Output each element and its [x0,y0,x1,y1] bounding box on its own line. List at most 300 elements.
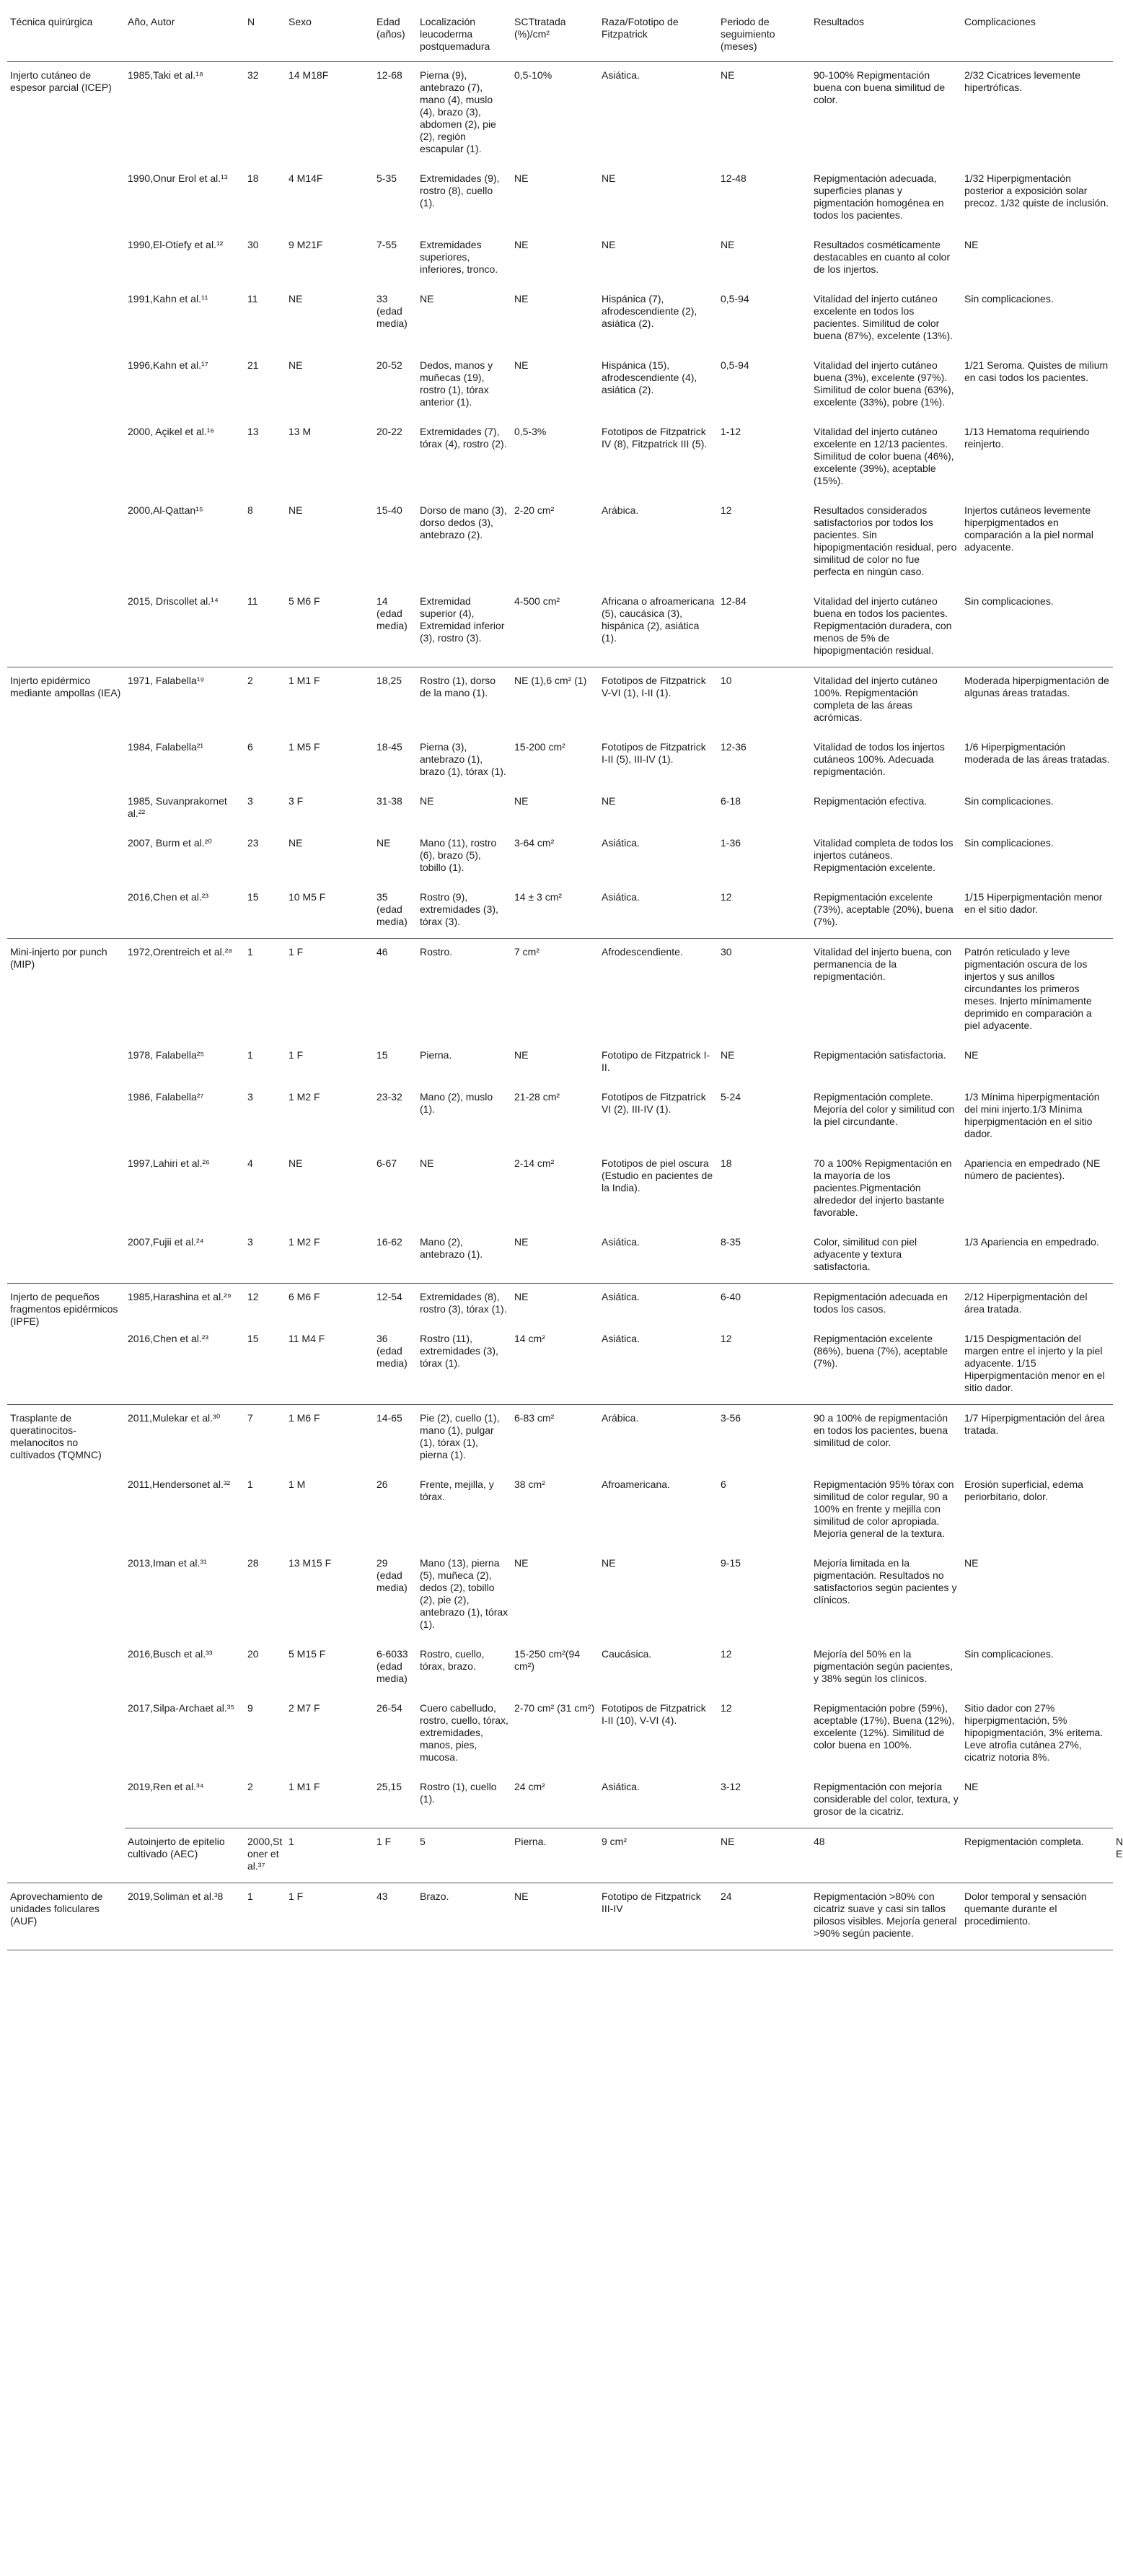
n-cell: 30 [247,239,259,250]
n-cell: 9 [247,1702,253,1714]
table-row [7,788,1113,830]
localizacion-cell: Pierna. [420,1049,452,1061]
sct-cell: 14 ± 3 cm² [514,891,563,903]
sexo-cell: 14 M18F [289,69,329,81]
n-cell: 13 [247,426,259,437]
table-row [7,1150,1113,1229]
n-cell: 1 [247,1049,253,1061]
resultados-cell: 90-100% Repigmentación buena con buena similitud de color. [814,69,946,105]
resultados-cell: Repigmentación efectiva. [814,795,928,807]
periodo-cell: NE [721,1049,735,1061]
sct-cell: 2-70 cm² (31 cm²) [514,1702,595,1714]
periodo-cell: NE [721,239,735,250]
complicaciones-cell: Injertos cutáneos levemente hiperpigmentados en comparación a la piel normal adyacente. [964,504,1093,553]
n-cell: 3 [247,795,253,807]
sct-cell: 9 cm² [599,1828,718,1883]
n-cell: 18 [247,172,259,184]
localizacion-cell: Cuero cabelludo, rostro, cuello, tórax, extremidades, manos, pies, mucosa. [420,1702,508,1763]
edad-cell: 43 [374,1883,417,1950]
header-tecnica: Técnica quirúrgica [7,6,125,62]
anio-autor-cell: 2007,Fujii et al.²⁴ [128,1236,204,1248]
anio-autor-cell: 1984, Falabella²¹ [128,741,204,753]
table-row [7,1883,1113,1950]
complicaciones-cell: 1/15 Hiperpigmentación menor en el sitio dador. [964,891,1103,915]
sexo-cell: 13 M [289,426,312,437]
periodo-cell: 12 [721,1702,732,1714]
localizacion-cell: Rostro (9), extremidades (3), tórax (3). [420,891,498,927]
raza-cell: Arábica. [602,504,639,516]
resultados-cell: Repigmentación complete. Mejoría del color y similitud con la piel circundante. [814,1091,955,1127]
sct-cell: NE [514,359,529,371]
table-row [7,939,1113,1043]
localizacion-cell: Mano (2), muslo (1). [420,1091,493,1115]
resultados-cell: Color, similitud con piel adyacente y textura satisfactoria. [814,1236,917,1272]
header-resultados: Resultados [811,6,961,62]
anio-autor-cell: 1991,Kahn et al.¹¹ [128,293,208,305]
n-cell: 7 [245,1405,286,1472]
complicaciones-cell: 2/32 Cicatrices levemente hipertróficas. [964,69,1081,93]
n-cell: 2 [247,1781,253,1792]
header-anio-autor: Año, Autor [125,6,245,62]
sct-cell: NE [514,795,529,807]
raza-cell: Asiática. [602,1333,640,1344]
n-cell: 4 [247,1157,253,1169]
table-row [7,1405,1113,1472]
anio-autor-cell: 1996,Kahn et al.¹⁷ [128,359,208,371]
n-cell: 3 [247,1236,253,1248]
sct-cell: NE [514,1049,529,1061]
n-cell: 23 [247,837,259,849]
periodo-cell: 12 [721,504,732,516]
resultados-cell: Vitalidad del injerto cutáneo excelente en todos los pacientes. Similitud de color buena (87%), excelente (13%). [814,293,953,341]
complicaciones-cell: 2/12 Hiperpigmentación del área tratada. [961,1284,1113,1326]
n-cell: 1 [245,1883,286,1950]
anio-autor-cell: 1986, Falabella²⁷ [128,1091,204,1103]
sct-cell: 15-200 cm² [514,741,565,753]
periodo-cell: 12-84 [721,595,747,607]
localizacion-cell: Extremidades superiores, inferiores, tronco. [420,239,498,275]
table-row [7,419,1113,497]
sexo-cell: 1 F [286,939,374,1043]
n-cell: 8 [247,504,253,516]
sct-cell: 4-500 cm² [514,595,560,607]
periodo-cell: 0,5-94 [721,359,749,371]
periodo-cell: 6 [721,1478,726,1490]
localizacion-cell: Pierna (9), antebrazo (7), mano (4), muslo (4), brazo (3), abdomen (2), pie (2), región escapular (1). [420,69,496,154]
anio-autor-cell: 2019,Ren et al.³⁴ [128,1781,204,1792]
sexo-cell: 4 M14F [289,172,323,184]
anio-autor-cell: 1985,Harashina et al.²⁹ [125,1284,245,1326]
table-row [7,1042,1113,1084]
outcomes-table [7,6,1123,1950]
tecnica-cell: Injerto de pequeños fragmentos epidérmicos (IPFE) [7,1284,125,1405]
localizacion-cell: Extremidades (9), rostro (8), cuello (1). [420,172,500,209]
sexo-cell: 1 M5 F [289,741,320,753]
sexo-cell: 5 M6 F [289,595,320,607]
n-cell: 2 [245,667,286,735]
raza-cell: Africana o afroamericana (5), caucásica (3), hispánica (2), asiática (1). [602,595,715,644]
anio-autor-cell: 1985,Taki et al.¹⁸ [128,69,203,81]
raza-cell: Fototipos de Fitzpatrick V-VI (1), I-II (1). [599,667,718,735]
n-cell: 6 [247,741,253,753]
sct-cell: 24 cm² [514,1781,545,1792]
raza-cell: NE [602,1557,616,1569]
table-row [7,1326,1113,1405]
sexo-cell: 10 M5 F [289,891,326,903]
table-row [7,497,1113,588]
sexo-cell: 2 M7 F [289,1702,320,1714]
table-row [7,1229,1113,1284]
sct-cell: 14 cm² [514,1333,545,1344]
sct-cell: NE [511,1284,599,1326]
localizacion-cell: Frente, mejilla, y tórax. [420,1478,494,1502]
n-cell: 32 [247,69,259,81]
edad-cell: 5-35 [376,172,397,184]
header-sexo: Sexo [286,6,374,62]
edad-cell: 26 [376,1478,388,1490]
complicaciones-cell: Dolor temporal y sensación quemante durante el procedimiento. [961,1883,1113,1950]
header-localizacion: Localización leucoderma postquemadura [417,6,511,62]
resultados-cell: Repigmentación adecuada en todos los casos. [811,1284,961,1326]
anio-autor-cell: 2013,Iman et al.³¹ [128,1557,207,1569]
raza-cell: NE [718,1828,811,1883]
table-header-row [7,6,1113,62]
edad-cell: 12-68 [376,69,402,81]
resultados-cell: Repigmentación completa. [961,1828,1113,1883]
sct-cell: NE [514,172,529,184]
complicaciones-cell: Moderada hiperpigmentación de algunas áreas tratadas. [961,667,1113,735]
n-cell: 3 [247,1091,253,1103]
resultados-cell: Vitalidad completa de todos los injertos cutáneos. Repigmentación excelente. [814,837,954,873]
sexo-cell: 1 F [374,1828,417,1883]
table-body [7,62,1123,1950]
edad-cell: 14-65 [374,1405,417,1472]
resultados-cell: Vitalidad del injerto cutáneo 100%. Repigmentación completa de las áreas acrómicas. [811,667,961,735]
edad-cell: 18-45 [376,741,402,753]
resultados-cell: Resultados cosméticamente destacables en cuanto al color de los injertos. [814,239,951,275]
raza-cell: Hispánica (15), afrodescendiente (4), asiática (2). [602,359,697,395]
sct-cell: 15-250 cm²(94 cm²) [514,1648,581,1672]
periodo-cell: 12-48 [721,172,747,184]
raza-cell: Asiática. [602,1236,640,1248]
resultados-cell: 90 a 100% de repigmentación en todos los pacientes, buena similitud de color. [811,1405,961,1472]
edad-cell: 35 (edad media) [376,891,408,927]
localizacion-cell: Extremidades (8), rostro (3), tórax (1). [417,1284,511,1326]
anio-autor-cell: 2011,Mulekar et al.³⁰ [125,1405,245,1472]
raza-cell: Hispánica (7), afrodescendiente (2), asiática (2). [602,293,697,329]
n-cell: 11 [247,293,258,305]
resultados-cell: Vitalidad del injerto cutáneo excelente en 12/13 pacientes. Similitud de color buena (46%), excelente (39%), aceptable (15%). [814,426,954,486]
periodo-cell: NE [721,69,735,81]
localizacion-cell: NE [420,795,434,807]
sct-cell: NE [514,293,529,305]
complicaciones-cell: 1/15 Despigmentación del margen entre el injerto y la piel adyacente. 1/15 Hiperpigmentación menor en el sitio dador. [964,1333,1105,1393]
anio-autor-cell: 2011,Hendersonet al.³² [128,1478,231,1490]
table-row [7,232,1113,286]
periodo-cell: 30 [718,939,811,1043]
periodo-cell: 10 [718,667,811,735]
resultados-cell: 70 a 100% Repigmentación en la mayoría de los pacientes.Pigmentación alrededor del injerto bastante favorable. [814,1157,952,1218]
sct-cell: 2-14 cm² [514,1157,555,1169]
complicaciones-cell: Erosión superficial, edema periorbitario, dolor. [964,1478,1083,1502]
raza-cell: Fototipos de Fitzpatrick I-II (5), III-IV (1). [602,741,706,765]
complicaciones-cell: 1/21 Seroma. Quistes de milium en casi todos los pacientes. [964,359,1109,383]
sexo-cell: NE [289,293,303,305]
n-cell: 1 [286,1828,374,1883]
n-cell: 28 [247,1557,259,1569]
table-row [7,352,1113,419]
localizacion-cell: Brazo. [417,1883,511,1950]
localizacion-cell: Rostro (1), cuello (1). [420,1781,497,1805]
complicaciones-cell: NE [964,1049,979,1061]
complicaciones-cell: 1/13 Hematoma requiriendo reinjerto. [964,426,1090,450]
anio-autor-cell: 1972,Orentreich et al.²⁸ [125,939,245,1043]
resultados-cell: Repigmentación 95% tórax con similitud de color regular, 90 a 100% en frente y mejilla con similitud de color apropiada. Mejoría general de la textura. [814,1478,954,1539]
complicaciones-cell: Sin complicaciones. [964,595,1054,607]
complicaciones-cell: 1/32 Hiperpigmentación posterior a exposición solar precoz. 1/32 quiste de inclusión. [964,172,1109,209]
localizacion-cell: Rostro, cuello, tórax, brazo. [420,1648,485,1672]
localizacion-cell: NE [420,1157,434,1169]
raza-cell: Asiática. [599,1284,718,1326]
tecnica-cell: Trasplante de queratinocitos-melanocitos no cultivados (TQMNC) [7,1405,125,1883]
sct-cell: 6-83 cm² [511,1405,599,1472]
edad-cell: 29 (edad media) [376,1557,408,1593]
raza-cell: Asiática. [602,837,640,849]
localizacion-cell: Pierna. [511,1828,599,1883]
header-sct: SCTtratada (%)/cm² [511,6,599,62]
n-cell: 15 [247,1333,259,1344]
periodo-cell: 12-36 [721,741,747,753]
sexo-cell: 1 M2 F [289,1236,320,1248]
edad-cell: 16-62 [376,1236,402,1248]
periodo-cell: 12 [721,1333,732,1344]
raza-cell: Fototipo de Fitzpatrick I-II. [602,1049,710,1073]
edad-cell: 14 (edad media) [376,595,408,631]
localizacion-cell: Rostro. [417,939,511,1043]
sexo-cell: 1 M1 F [289,1781,320,1792]
header-complicaciones: Complicaciones [961,6,1113,62]
tecnica-cell: Injerto epidérmico mediante ampollas (IEA) [7,667,125,939]
resultados-cell: Repigmentación con mejoría considerable del color, textura, y grosor de la cicatriz. [814,1781,959,1817]
periodo-cell: 5-24 [721,1091,741,1103]
complicaciones-cell: NE [964,239,979,250]
complicaciones-cell: Sitio dador con 27% hiperpigmentación, 5% hipopigmentación, 3% eritema. Leve atrofia cutánea 27%, cicatriz notoria 8%. [964,1702,1104,1763]
raza-cell: Asiática. [602,891,640,903]
sexo-cell: 13 M15 F [289,1557,332,1569]
header-n: N [245,6,286,62]
raza-cell: Afroamericana. [602,1478,670,1490]
header-periodo: Periodo de seguimiento (meses) [718,6,811,62]
raza-cell: Fototipos de piel oscura (Estudio en pacientes de la India). [602,1157,713,1193]
edad-cell: 6-6033 (edad media) [376,1648,408,1684]
localizacion-cell: Mano (13), pierna (5), muñeca (2), dedos (2), tobillo (2), pie (2), antebrazo (1), tórax (1). [420,1557,508,1630]
edad-cell: 15 [376,1049,388,1061]
raza-cell: Fototipo de Fitzpatrick III-IV [599,1883,718,1950]
raza-cell: NE [602,795,616,807]
sct-cell: NE [514,239,529,250]
localizacion-cell: Mano (2), antebrazo (1). [420,1236,483,1260]
edad-cell: 33 (edad media) [376,293,408,329]
resultados-cell: Mejoría limitada en la pigmentación. Resultados no satisfactorios según pacientes y clínicos. [814,1557,957,1605]
periodo-cell: 18 [721,1157,732,1169]
sexo-cell: 6 M6 F [286,1284,374,1326]
complicaciones-cell: Sin complicaciones. [964,293,1054,305]
localizacion-cell: Dedos, manos y muñecas (19), rostro (1), tórax anterior (1). [420,359,493,408]
sexo-cell: 11 M4 F [289,1333,325,1344]
complicaciones-cell: 1/3 Mínima hiperpigmentación del mini injerto.1/3 Mínima hiperpigmentación en el sitio dador. [964,1091,1100,1139]
raza-cell: Fototipos de Fitzpatrick VI (2), III-IV (1). [602,1091,706,1115]
periodo-cell: 12 [721,891,732,903]
tecnica-cell: Injerto cutáneo de espesor parcial (ICEP) [10,69,112,93]
sexo-cell: NE [289,504,303,516]
edad-cell: 15-40 [376,504,402,516]
localizacion-cell: Pie (2), cuello (1), mano (1), pulgar (1), tórax (1), pierna (1). [417,1405,511,1472]
raza-cell: Caucásica. [602,1648,652,1660]
table-row [7,830,1113,884]
resultados-cell: Vitalidad del injerto cutáneo buena en todos los pacientes. Repigmentación duradera, con menos de 5% de hipopigmentación residual. [814,595,952,656]
edad-cell: 31-38 [376,795,402,807]
periodo-cell: 6-40 [718,1284,811,1326]
anio-autor-cell: 1985, Suvanprakornet al.²² [128,795,227,819]
periodo-cell: 3-12 [721,1781,741,1792]
sct-cell: NE [511,1883,599,1950]
complicaciones-cell: Sin complicaciones. [964,795,1054,807]
edad-cell: 25,15 [376,1781,402,1792]
table-row [7,1084,1113,1150]
table-row [7,1284,1113,1326]
edad-cell: 5 [417,1828,511,1883]
sexo-cell: NE [289,1157,303,1169]
edad-cell: 12-54 [374,1284,417,1326]
raza-cell: NE [602,239,616,250]
sexo-cell: 1 M2 F [289,1091,320,1103]
complicaciones-cell: Apariencia en empedrado (NE número de pacientes). [964,1157,1101,1181]
periodo-cell: 8-35 [721,1236,741,1248]
anio-autor-cell: 1971, Falabella¹⁹ [125,667,245,735]
raza-cell: Fototipos de Fitzpatrick IV (8), Fitzpatrick III (5). [602,426,708,450]
raza-cell: Asiática. [602,69,640,81]
sexo-cell: NE [289,359,303,371]
sct-cell: 0,5-3% [514,426,547,437]
table-row [7,1695,1113,1774]
table-row [7,62,1113,166]
resultados-cell: Repigmentación satisfactoria. [814,1049,946,1061]
anio-autor-cell: 2000, Açikel et al.¹⁶ [128,426,215,437]
sct-cell: 2-20 cm² [514,504,555,516]
complicaciones-cell: 1/3 Apariencia en empedrado. [964,1236,1099,1248]
n-cell: 1 [245,939,286,1043]
n-cell: 1 [247,1478,253,1490]
edad-cell: 26-54 [376,1702,402,1714]
sct-cell: NE (1),6 cm² (1) [511,667,599,735]
complicaciones-cell: Sin complicaciones. [964,837,1054,849]
periodo-cell: 48 [811,1828,961,1883]
anio-autor-cell: 1997,Lahiri et al.²⁶ [128,1157,210,1169]
sct-cell: 38 cm² [514,1478,545,1490]
resultados-cell: Repigmentación >80% con cicatriz suave y casi sin tallos pilosos visibles. Mejoría general >90% según paciente. [811,1883,961,1950]
n-cell: 21 [247,359,259,371]
table-row [7,1550,1113,1641]
n-cell: 12 [245,1284,286,1326]
raza-cell: Arábica. [599,1405,718,1472]
localizacion-cell: NE [420,293,434,305]
sct-cell: 0,5-10% [514,69,552,81]
anio-autor-cell: 1978, Falabella²⁵ [128,1049,205,1061]
anio-autor-cell: 2019,Soliman et al.³8 [125,1883,245,1950]
edad-cell: 18,25 [374,667,417,735]
anio-autor-cell: 1990,El-Otiefy et al.¹² [128,239,224,250]
edad-cell: 46 [374,939,417,1043]
raza-cell: Afrodescendiente. [599,939,718,1043]
edad-cell: 6-67 [376,1157,397,1169]
complicaciones-cell: Patrón reticulado y leve pigmentación oscura de los injertos y sus anillos circundantes los primeros meses. Injerto mínimamente deprimido en comparación a piel adyacente. [961,939,1113,1043]
n-cell: 15 [247,891,259,903]
anio-autor-cell: 2017,Silpa-Archaet al.³⁵ [128,1702,235,1714]
localizacion-cell: Extremidad superior (4), Extremidad inferior (3), rostro (3). [420,595,505,644]
n-cell: 11 [247,595,258,607]
periodo-cell: 24 [718,1883,811,1950]
raza-cell: Fototipos de Fitzpatrick I-II (10), V-VI (4). [602,1702,706,1726]
table-row [7,884,1113,939]
edad-cell: 36 (edad media) [376,1333,408,1369]
raza-cell: Asiática. [602,1781,640,1792]
complicaciones-cell: NE [964,1557,979,1569]
raza-cell: NE [602,172,616,184]
header-edad: Edad (años) [374,6,417,62]
resultados-cell: Repigmentación pobre (59%), aceptable (17%), Buena (12%), excelente (12%). Similitud de color buena en 100%. [814,1702,955,1751]
header-raza: Raza/Fototipo de Fitzpatrick [599,6,718,62]
sexo-cell: 1 F [286,1883,374,1950]
localizacion-cell: Rostro (1), dorso de la mano (1). [417,667,511,735]
tecnica-cell: Autoinjerto de epitelio cultivado (AEC) [125,1828,245,1883]
anio-autor-cell: 2015, Driscollet al.¹⁴ [128,595,219,607]
anio-autor-cell: 2016,Busch et al.³³ [128,1648,213,1660]
sexo-cell: NE [289,837,303,849]
table-row [7,1641,1113,1695]
complicaciones-cell: Sin complicaciones. [964,1648,1054,1660]
sct-cell: 7 cm² [511,939,599,1043]
periodo-cell: 12 [721,1648,732,1660]
periodo-cell: 1-36 [721,837,741,849]
resultados-cell: Repigmentación excelente (86%), buena (7%), aceptable (7%). [814,1333,948,1369]
sexo-cell: 3 F [289,795,304,807]
edad-cell: 20-52 [376,359,402,371]
anio-autor-cell: 2016,Chen et al.²³ [128,1333,209,1344]
table-row [7,667,1113,735]
periodo-cell: 1-12 [721,426,741,437]
sexo-cell: 1 M1 F [286,667,374,735]
complicaciones-cell: NE [964,1781,979,1792]
sexo-cell: 5 M15 F [289,1648,326,1660]
localizacion-cell: Extremidades (7), tórax (4), rostro (2). [420,426,507,450]
sexo-cell: 1 F [289,1049,304,1061]
complicaciones-cell: 1/6 Hiperpigmentación moderada de las áreas tratadas. [964,741,1110,765]
anio-autor-cell: 2007, Burm et al.²⁰ [128,837,212,849]
sexo-cell: 9 M21F [289,239,323,250]
localizacion-cell: Mano (11), rostro (6), brazo (5), tobillo (1). [420,837,497,873]
table-row [7,165,1113,232]
table-row [7,588,1113,667]
resultados-cell: Resultados considerados satisfactorios por todos los pacientes. Sin hipopigmentación residual, pero similitud de color no fue perfecta en ningún caso. [814,504,957,577]
anio-autor-cell: 2000,Stoner et al.³⁷ [245,1828,286,1883]
sct-cell: 21-28 cm² [514,1091,560,1103]
edad-cell: 20-22 [376,426,402,437]
sct-cell: NE [514,1557,529,1569]
resultados-cell: Repigmentación excelente (73%), aceptable (20%), buena (7%). [814,891,954,927]
anio-autor-cell: 2016,Chen et al.²³ [128,891,209,903]
table-row [7,734,1113,788]
edad-cell: 7-55 [376,239,397,250]
